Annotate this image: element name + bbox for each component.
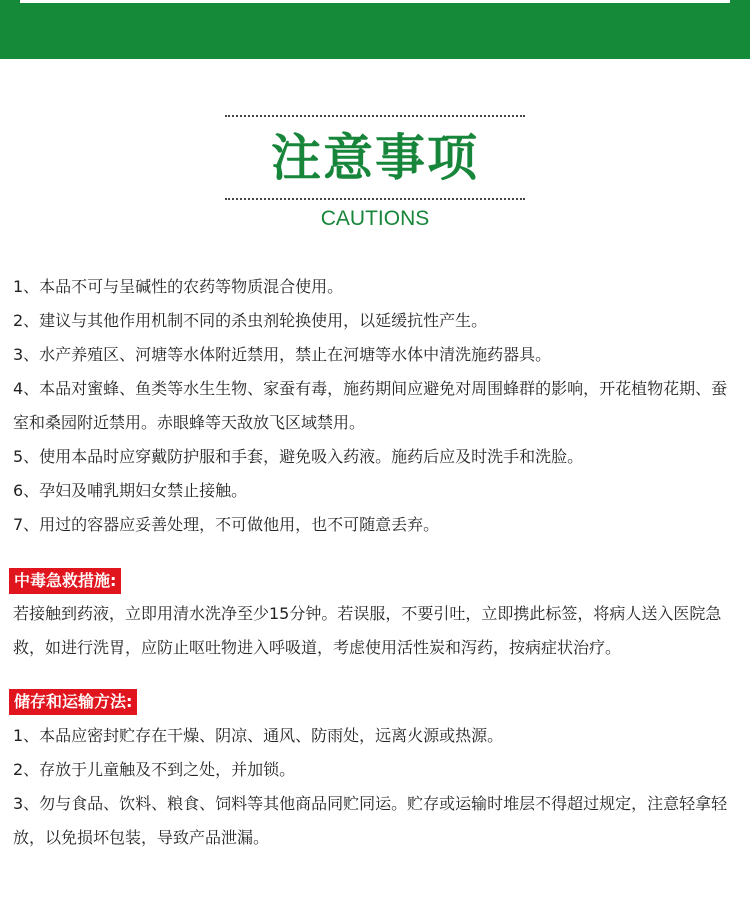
caution-item: 1、本品不可与呈碱性的农药等物质混合使用。: [13, 277, 344, 296]
caution-item: 2、建议与其他作用机制不同的杀虫剂轮换使用，以延缓抗性产生。: [13, 311, 488, 330]
first-aid-label: 中毒急救措施:: [9, 568, 121, 594]
caution-item: 6、孕妇及哺乳期妇女禁止接触。: [13, 481, 248, 500]
first-aid-section: [13, 597, 738, 665]
caution-item: 7、用过的容器应妥善处理，不可做他用，也不可随意丢弃。: [13, 515, 440, 534]
title-divider-top: [225, 115, 525, 117]
banner-white-strip: [20, 0, 730, 3]
caution-item: 5、使用本品时应穿戴防护服和手套，避免吸入药液。施药后应及时洗手和洗脸。: [13, 447, 584, 466]
storage-item: 1、本品应密封贮存在干燥、阴凉、通风、防雨处，远离火源或热源。: [13, 726, 504, 745]
top-green-banner: [0, 0, 750, 59]
first-aid-text: 若接触到药液，立即用清水洗净至少15分钟。若误服，不要引吐，立即携此标签，将病人送入医院急救，如进行洗胃，应防止呕吐物进入呼吸道，考虑使用活性炭和泻药，按病症状治疗。: [13, 604, 722, 657]
caution-item: 3、水产养殖区、河塘等水体附近禁用，禁止在河塘等水体中清洗施药器具。: [13, 345, 552, 364]
storage-label: 储存和运输方法:: [9, 689, 137, 715]
page-title: 注意事项: [271, 129, 479, 187]
storage-list: [13, 719, 738, 855]
caution-item: 4、本品对蜜蜂、鱼类等水生生物、家蚕有毒，施药期间应避免对周围蜂群的影响，开花植物花期、蚕室和桑园附近禁用。赤眼蜂等天敌放飞区域禁用。: [13, 379, 728, 432]
page-subtitle: CAUTIONS: [320, 207, 430, 230]
cautions-list: [13, 270, 738, 542]
storage-item: 3、勿与食品、饮料、粮食、饲料等其他商品同贮同运。贮存或运输时堆层不得超过规定，注意轻拿轻放，以免损坏包装，导致产品泄漏。: [13, 794, 728, 847]
storage-item: 2、存放于儿童触及不到之处，并加锁。: [13, 760, 296, 779]
title-divider-bottom: [225, 198, 525, 200]
